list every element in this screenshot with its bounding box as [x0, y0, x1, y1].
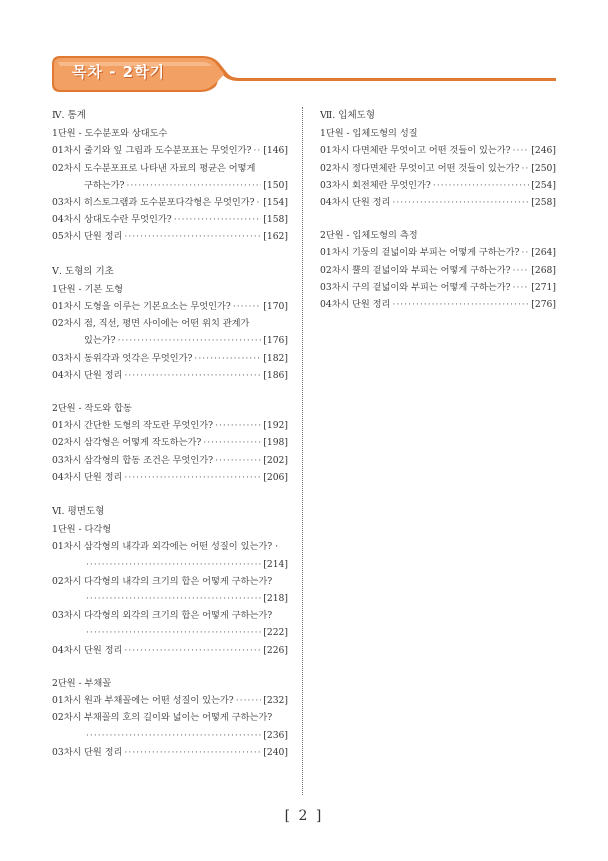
entry-line — [84, 709, 288, 726]
lesson-number: 01차시 — [52, 420, 82, 432]
page-ref: [258] — [531, 197, 556, 209]
toc-section — [320, 107, 556, 313]
toc-unit — [320, 227, 556, 313]
toc-entry[interactable] — [52, 298, 288, 315]
page-ref: [232] — [263, 695, 288, 707]
unit-title: 2단원 - 작도와 합동 — [52, 403, 132, 415]
leader-dots — [521, 160, 529, 177]
entry-body — [84, 607, 288, 641]
page-ref: [162] — [263, 231, 288, 243]
lesson-title: 다면체란 무엇이고 어떤 것들이 있는가? — [352, 145, 511, 157]
toc-entry[interactable] — [52, 607, 288, 641]
lesson-title: 단원 정리 — [84, 231, 123, 243]
toc-unit — [52, 281, 288, 384]
lesson-number: 04차시 — [52, 214, 82, 226]
lesson-number: 02차시 — [52, 318, 82, 330]
entry-body — [352, 262, 556, 279]
entry-line — [84, 367, 288, 384]
lesson-title: 도수분포표로 나타낸 자료의 평균은 어떻게 — [84, 162, 256, 174]
lesson-title: 동위각과 엇각은 무엇인가? — [84, 352, 193, 364]
lesson-title: 구의 겉넓이와 부피는 어떻게 구하는가? — [352, 281, 511, 293]
lesson-title: 도형을 이루는 기본요소는 무엇인가? — [84, 301, 231, 313]
column-divider — [302, 107, 303, 795]
toc-entry[interactable] — [320, 279, 556, 296]
entry-line — [352, 194, 556, 211]
entry-line — [84, 469, 288, 486]
toc-entry[interactable] — [320, 262, 556, 279]
leader-dots — [86, 727, 261, 744]
unit-title: 1단원 - 입체도형의 성질 — [320, 128, 418, 140]
toc-unit — [52, 125, 288, 245]
entry-line — [84, 194, 288, 211]
unit-title: 2단원 - 부채꼴 — [52, 677, 112, 689]
entry-line — [352, 279, 556, 296]
entry-line — [84, 298, 288, 315]
unit-title: 1단원 - 다각형 — [52, 524, 112, 536]
section-title: Ⅴ. 도형의 기초 — [52, 265, 114, 277]
leader-dots — [257, 194, 262, 211]
entry-line — [84, 434, 288, 451]
lesson-title: 회전체란 무엇인가? — [352, 179, 431, 191]
entry-body — [84, 709, 288, 743]
entry-body — [84, 417, 288, 434]
entry-body — [84, 469, 288, 486]
entry-body — [352, 244, 556, 261]
lesson-title: 단원 정리 — [84, 369, 123, 381]
leader-dots — [124, 469, 261, 486]
toc-entry[interactable] — [320, 244, 556, 261]
entry-body — [84, 573, 288, 607]
lesson-number: 01차시 — [52, 301, 82, 313]
toc-unit — [320, 125, 556, 211]
entry-line — [84, 160, 288, 177]
toc-entry[interactable] — [320, 142, 556, 159]
lesson-number: 02차시 — [320, 264, 350, 276]
leader-dots — [433, 177, 529, 194]
toc-entry[interactable] — [52, 692, 288, 709]
toc-entry[interactable] — [320, 296, 556, 313]
leader-dots — [124, 744, 261, 761]
page-ref: [271] — [531, 281, 556, 293]
lesson-number: 03차시 — [52, 610, 82, 622]
entry-body — [84, 642, 288, 659]
leader-dots — [126, 177, 261, 194]
page-ref: [246] — [531, 145, 556, 157]
leader-dots — [236, 692, 262, 709]
lesson-title: 다각형의 내각의 크기의 합은 어떻게 구하는가? — [84, 575, 273, 587]
leader-dots — [392, 194, 529, 211]
lesson-number: 04차시 — [52, 644, 82, 656]
lesson-number: 03차시 — [52, 352, 82, 364]
lesson-number: 04차시 — [320, 299, 350, 311]
page-ref: [226] — [263, 644, 288, 656]
entry-line — [352, 142, 556, 159]
entry-body — [84, 228, 288, 245]
entry-line — [352, 160, 556, 177]
page-ref: [240] — [263, 746, 288, 758]
lesson-title: 단원 정리 — [352, 197, 391, 209]
entry-body — [84, 315, 288, 349]
leader-dots — [174, 211, 262, 228]
page-ref: [182] — [263, 352, 288, 364]
leader-dots — [203, 434, 261, 451]
leader-dots — [86, 556, 261, 573]
lesson-title: 줄기와 잎 그림과 도수분포표는 무엇인가? — [84, 145, 252, 157]
lesson-number: 03차시 — [52, 746, 82, 758]
lesson-title: 삼각형의 합동 조건은 무엇인가? — [84, 454, 214, 466]
toc-entry[interactable] — [52, 642, 288, 659]
entry-line — [352, 177, 556, 194]
page-ref: [146] — [263, 145, 288, 157]
entry-body — [352, 160, 556, 177]
entry-line — [84, 538, 288, 555]
toc-unit — [52, 400, 288, 486]
leader-dots — [215, 452, 261, 469]
toc-entry[interactable] — [52, 538, 288, 572]
toc-entry[interactable] — [52, 452, 288, 469]
page-ref: [202] — [263, 454, 288, 466]
unit-title: 2단원 - 입체도형의 측정 — [320, 230, 418, 242]
toc-unit — [52, 675, 288, 761]
lesson-title: 단원 정리 — [84, 746, 123, 758]
page-ref: [222] — [263, 627, 288, 639]
unit-title: 1단원 - 기본 도형 — [52, 283, 123, 295]
toc-entry[interactable] — [52, 744, 288, 761]
page-ref: [176] — [263, 335, 288, 347]
lesson-number: 01차시 — [52, 695, 82, 707]
leader-dots — [86, 590, 261, 607]
lesson-title: 정다면체란 무엇이고 어떤 것들이 있는가? — [352, 162, 520, 174]
lesson-number: 03차시 — [52, 454, 82, 466]
lesson-number: 01차시 — [52, 541, 82, 553]
entry-line — [84, 417, 288, 434]
entry-body — [84, 194, 288, 211]
page-ref: [276] — [531, 299, 556, 311]
entry-body — [84, 744, 288, 761]
entry-body — [84, 142, 288, 159]
entry-line — [84, 177, 288, 194]
lesson-number: 04차시 — [320, 197, 350, 209]
lesson-title: 히스토그램과 도수분포다각형은 무엇인가? — [84, 197, 255, 209]
entry-body — [352, 296, 556, 313]
lesson-number: 01차시 — [320, 247, 350, 259]
page-ref: [186] — [263, 369, 288, 381]
lesson-number: 03차시 — [52, 197, 82, 209]
entry-line — [84, 624, 288, 641]
entry-line — [84, 332, 288, 349]
page-ref: [192] — [263, 420, 288, 432]
lesson-number: 03차시 — [320, 179, 350, 191]
leader-dots — [124, 228, 261, 245]
entry-line — [84, 573, 288, 590]
lesson-title: 기둥의 겉넓이와 부피는 어떻게 구하는가? — [352, 247, 520, 259]
toc-entry[interactable] — [52, 709, 288, 743]
leader-dots — [124, 367, 261, 384]
section-title: Ⅶ. 입체도형 — [320, 110, 376, 121]
toc-entry[interactable] — [320, 160, 556, 177]
toc-entry[interactable] — [52, 434, 288, 451]
section-title: Ⅳ. 통계 — [52, 110, 86, 121]
page-ref: [154] — [263, 197, 288, 209]
leader-dots — [215, 417, 261, 434]
entry-body — [84, 211, 288, 228]
toc-entry[interactable] — [52, 350, 288, 367]
toc-left-column — [52, 107, 288, 778]
toc-entry[interactable] — [52, 142, 288, 159]
toc-entry[interactable] — [52, 315, 288, 349]
leader-dots — [118, 332, 262, 349]
entry-body — [84, 160, 288, 194]
entry-line — [84, 642, 288, 659]
leader-dots — [513, 262, 530, 279]
lesson-number: 05차시 — [52, 231, 82, 243]
entry-line — [352, 296, 556, 313]
entry-body — [84, 367, 288, 384]
lesson-number: 01차시 — [52, 145, 82, 157]
toc-entry[interactable] — [52, 228, 288, 245]
toc-entry[interactable] — [52, 573, 288, 607]
page-ref: [236] — [263, 729, 288, 741]
toc-section — [52, 107, 288, 246]
entry-line — [84, 315, 288, 332]
lesson-title: 삼각형은 어떻게 작도하는가? — [84, 437, 202, 449]
entry-line — [84, 744, 288, 761]
lesson-title: 단원 정리 — [84, 644, 123, 656]
section-title: Ⅵ. 평면도형 — [52, 506, 105, 518]
entry-body — [84, 434, 288, 451]
toc-header-banner — [52, 50, 556, 96]
page-ref: [254] — [531, 179, 556, 191]
lesson-title: 뿔의 겉넓이와 부피는 어떻게 구하는가? — [352, 264, 511, 276]
entry-body — [84, 298, 288, 315]
entry-line — [84, 590, 288, 607]
leader-dots — [513, 279, 530, 296]
leader-dots — [194, 350, 261, 367]
entry-line — [352, 262, 556, 279]
entry-body — [84, 538, 288, 572]
leader-dots — [124, 642, 261, 659]
lesson-number: 02차시 — [52, 437, 82, 449]
lesson-title: 다각형의 외각의 크기의 합은 어떻게 구하는가? — [84, 610, 273, 622]
entry-line — [352, 244, 556, 261]
page-ref: [214] — [263, 558, 288, 570]
lesson-title: 상대도수란 무엇인가? — [84, 214, 172, 226]
lesson-title: 간단한 도형의 작도란 무엇인가? — [84, 420, 214, 432]
leader-dots — [521, 244, 529, 261]
page-ref: [268] — [531, 264, 556, 276]
entry-body — [84, 350, 288, 367]
entry-line — [84, 228, 288, 245]
toc-title: 목차 - 2학기 — [72, 63, 166, 81]
entry-line — [84, 556, 288, 573]
toc-section — [52, 503, 288, 761]
toc-entry[interactable] — [52, 417, 288, 434]
lesson-title: 단원 정리 — [84, 471, 123, 483]
toc-entry[interactable] — [52, 194, 288, 211]
entry-line — [84, 142, 288, 159]
entry-body — [84, 692, 288, 709]
page-ref: [206] — [263, 471, 288, 483]
entry-body — [84, 452, 288, 469]
lesson-title: 있는가? — [84, 335, 116, 347]
toc-section — [52, 263, 288, 486]
toc-unit — [52, 521, 288, 659]
lesson-title: 삼각형의 내각과 외각에는 어떤 성질이 있는가? · — [84, 541, 278, 553]
page-ref: [150] — [263, 179, 288, 191]
leader-dots — [233, 298, 261, 315]
leader-dots — [392, 296, 529, 313]
toc-entry[interactable] — [320, 194, 556, 211]
page-ref: [158] — [263, 214, 288, 226]
toc-right-column — [320, 107, 556, 330]
lesson-number: 03차시 — [320, 281, 350, 293]
lesson-title: 단원 정리 — [352, 299, 391, 311]
lesson-title: 부채꼴의 호의 길이와 넓이는 어떻게 구하는가? — [84, 712, 273, 724]
page-ref: [264] — [531, 247, 556, 259]
entry-line — [84, 727, 288, 744]
entry-line — [84, 211, 288, 228]
lesson-number: 04차시 — [52, 471, 82, 483]
lesson-number: 01차시 — [320, 145, 350, 157]
lesson-title: 구하는가? — [84, 179, 125, 191]
entry-body — [352, 279, 556, 296]
entry-line — [84, 452, 288, 469]
page-ref: [198] — [263, 437, 288, 449]
entry-line — [84, 692, 288, 709]
unit-title: 1단원 - 도수분포와 상대도수 — [52, 128, 168, 140]
lesson-title: 원과 부채꼴에는 어떤 성질이 있는가? — [84, 695, 234, 707]
toc-entry[interactable] — [320, 177, 556, 194]
page-number: [ 2 ] — [284, 808, 324, 824]
leader-dots — [86, 624, 261, 641]
lesson-number: 02차시 — [52, 712, 82, 724]
lesson-number: 02차시 — [52, 575, 82, 587]
lesson-number: 02차시 — [320, 162, 350, 174]
page-ref: [170] — [263, 301, 288, 313]
page-ref: [250] — [531, 162, 556, 174]
entry-body — [352, 194, 556, 211]
toc-entry[interactable] — [52, 469, 288, 486]
lesson-number: 02차시 — [52, 162, 82, 174]
lesson-title: 점, 직선, 평면 사이에는 어떤 위치 관계가 — [84, 318, 250, 330]
toc-entry[interactable] — [52, 367, 288, 384]
entry-body — [352, 177, 556, 194]
entry-line — [84, 350, 288, 367]
entry-body — [352, 142, 556, 159]
lesson-number: 04차시 — [52, 369, 82, 381]
page-ref: [218] — [263, 593, 288, 605]
leader-dots — [253, 142, 261, 159]
toc-entry[interactable] — [52, 160, 288, 194]
toc-entry[interactable] — [52, 211, 288, 228]
leader-dots — [513, 142, 530, 159]
entry-line — [84, 607, 288, 624]
